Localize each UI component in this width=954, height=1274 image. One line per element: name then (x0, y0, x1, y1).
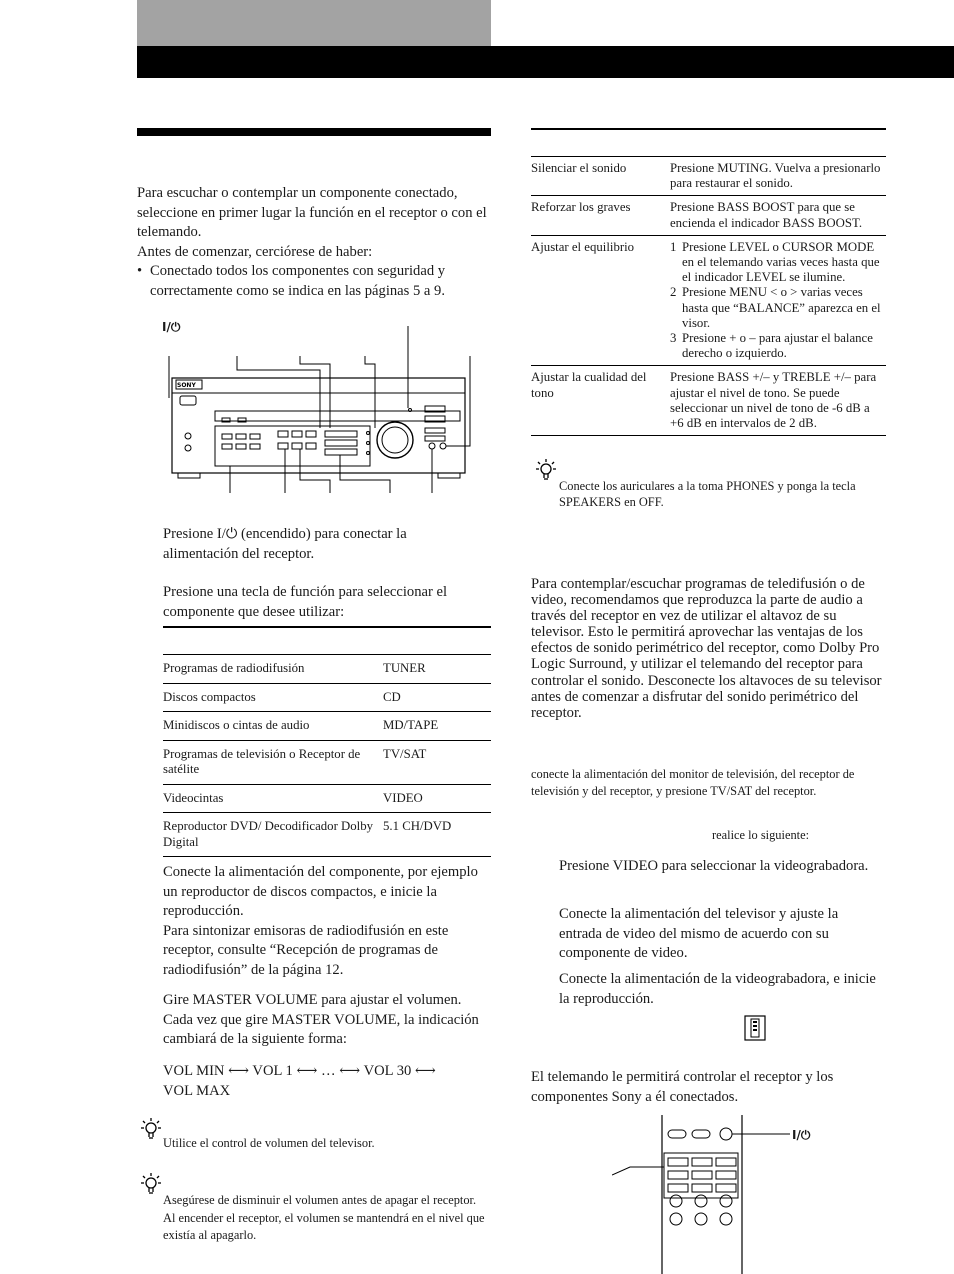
table-row (163, 740, 491, 784)
control-what: Silenciar el sonido (531, 157, 670, 196)
step2-text: Presione una tecla de función para seleccionar el componente que desee utilizar: (163, 584, 448, 620)
tip1-text: Utilice el control de volumen del televisor. (163, 1136, 375, 1150)
tv-small-text: conecte la alimentación del monitor de televisión, del receptor de televisión y del receptor, y presione TV/SAT del receptor. (531, 767, 855, 798)
bullet-dot: • (137, 263, 143, 279)
control-what: Ajustar la cualidad del tono (531, 366, 670, 436)
function-source: Minidiscos o cintas de audio (163, 712, 383, 741)
control-how (670, 235, 886, 366)
list-item: 2 Presione MENU < o > varias veces hasta que “BALANCE” aparezca en el visor. (670, 285, 881, 330)
step3-text-a: Conecte la alimentación del componente, por ejemplo un reproductor de discos compactos, e inicie la reproducción. (163, 864, 478, 919)
remote-paragraph: El telemando le permitirá controlar el receptor y los componentes Sony a él conectados. (531, 1069, 834, 1105)
control-how: Presione BASS BOOST para que se encienda el indicador BASS BOOST. (670, 196, 886, 235)
function-table (163, 655, 491, 857)
vcr-step-2: Conecte la alimentación del televisor y ajuste la entrada de video del mismo de acuerdo con su componente de video. (559, 906, 839, 961)
bullet-item (137, 262, 493, 301)
vcr-step-1: Presione VIDEO para seleccionar la videograbadora. (559, 858, 869, 874)
table-row (163, 712, 491, 741)
volume-sequence: VOL MIN ⟷ VOL 1 ⟷ … ⟷ VOL 30 ⟷ VOL MAX (163, 1063, 436, 1099)
table-row (531, 157, 886, 196)
tip-icon (140, 1172, 162, 1196)
balance-step-text: Presione + o – para ajustar el balance derecho o izquierdo. (682, 331, 873, 361)
tip2-text: Asegúrese de disminuir el volumen antes de apagar el receptor. Al encender el receptor, el volumen se mantendrá en el nivel que existía al apagarlo. (163, 1193, 485, 1242)
step3-text (163, 863, 493, 980)
header-gray-tab (137, 0, 491, 46)
remote-power-label: I/⏻ (792, 1128, 811, 1142)
step1-text: Presione I/⏻ (encendido) para conectar la alimentación del receptor. (163, 526, 407, 562)
tip3-text: Conecte los auriculares a la toma PHONES y ponga la tecla SPEAKERS en OFF. (559, 479, 856, 509)
function-source: Discos compactos (163, 683, 383, 712)
power-callout-label: I/⏻ (162, 320, 181, 334)
table-row (163, 813, 491, 857)
step4-text: Gire MASTER VOLUME para ajustar el volumen. Cada vez que gire MASTER VOLUME, la indicación cambiará de la siguiente forma: (163, 992, 479, 1047)
intro-before: Antes de comenzar, cerciórese de haber: (137, 243, 373, 260)
list-item: 3 Presione + o – para ajustar el balance derecho o izquierdo. (670, 331, 873, 361)
table-row (163, 655, 491, 683)
receiver-brand: SONY (177, 382, 196, 389)
control-how: Presione MUTING. Vuelva a presionarlo para restaurar el sonido. (670, 157, 886, 196)
function-key: TV/SAT (383, 740, 491, 784)
tip-icon (535, 458, 557, 482)
table-row (531, 235, 886, 366)
balance-step-text: Presione LEVEL o CURSOR MODE en el telemando varias veces hasta que el indicador LEVEL se ilumine. (682, 239, 880, 285)
function-key: CD (383, 683, 491, 712)
table-row (163, 784, 491, 813)
section-rule-left (137, 128, 491, 136)
function-source: Reproductor DVD/ Decodificador Dolby Digital (163, 813, 383, 857)
function-source: Programas de radiodifusión (163, 655, 383, 683)
function-key: VIDEO (383, 784, 491, 813)
receiver-drawing (160, 318, 490, 498)
receiver-figure (160, 318, 490, 498)
control-table-top-rule (531, 128, 886, 130)
function-source: Videocintas (163, 784, 383, 813)
table-row (163, 683, 491, 712)
control-what: Ajustar el equilibrio (531, 235, 670, 366)
control-table (531, 157, 886, 436)
tv-paragraph: Para contemplar/escuchar programas de teledifusión o de video, recomendamos que reproduzca la parte de audio a través del receptor en vez de utilizar el altavoz de su televisor. Esto le permitirá aprovechar las ventajas de los efectos de sonido perimétrico del receptor, como Dolby Pro Logic Surround, y utilizar el telemando del receptor para controlar el sonido. Desconecte los altavoces de su televisor antes de comenzar a disfrutar del sonido perimétrico del receptor. (531, 576, 882, 721)
control-how: Presione BASS +/– y TREBLE +/– para ajustar el nivel de tono. Se puede seleccionar un nivel de tono de -6 dB a +6 dB en intervalos de 2 dB. (670, 366, 886, 436)
table-row (531, 366, 886, 436)
realice-text: realice lo siguiente: (712, 828, 810, 842)
intro-text: Para escuchar o contemplar un componente conectado, seleccione en primer lugar la función en el receptor o con el telemando. (137, 185, 487, 240)
bullet-text: Conectado todos los componentes con seguridad y correctamente como se indica en las páginas 5 a 9. (150, 263, 446, 299)
function-table-top-rule (163, 626, 491, 628)
list-item: 1 Presione LEVEL o CURSOR MODE en el telemando varias veces hasta que el indicador LEVEL se ilumine. (670, 239, 880, 285)
remote-figure (612, 1115, 832, 1274)
table-row (531, 196, 886, 235)
step3-text-b: Para sintonizar emisoras de radiodifusión en este receptor, consulte “Recepción de programas de radiodifusión” de la página 12. (163, 922, 449, 978)
header-black-band (137, 46, 954, 78)
balance-steps (670, 240, 886, 362)
balance-step-text: Presione MENU < o > varias veces hasta que “BALANCE” aparezca en el visor. (682, 285, 881, 330)
function-key: MD/TAPE (383, 712, 491, 741)
tip-icon (140, 1117, 162, 1141)
remote-icon (744, 1015, 766, 1041)
vcr-step-3: Conecte la alimentación de la videograbadora, e inicie la reproducción. (559, 971, 876, 1007)
control-what: Reforzar los graves (531, 196, 670, 235)
function-source: Programas de televisión o Receptor de satélite (163, 740, 383, 784)
function-key: TUNER (383, 655, 491, 683)
intro-block (137, 184, 493, 301)
function-key: 5.1 CH/DVD (383, 813, 491, 857)
